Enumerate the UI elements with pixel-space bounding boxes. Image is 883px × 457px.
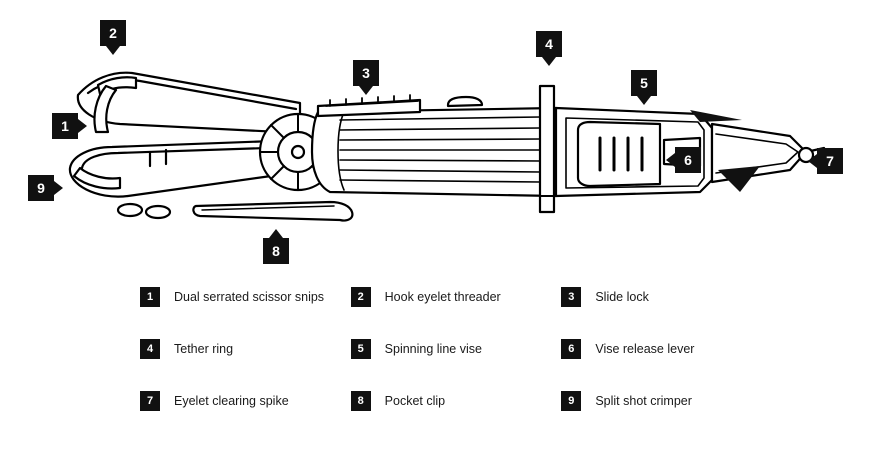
callout-number-3: 3 <box>362 65 370 81</box>
legend-label-3: Slide lock <box>595 290 649 304</box>
legend-badge-8: 8 <box>351 391 371 411</box>
callout-badge-3[interactable] <box>353 60 379 86</box>
top-latch-button <box>448 97 482 106</box>
legend-label-1: Dual serrated scissor snips <box>174 290 325 304</box>
callout-arrow-1 <box>78 119 87 133</box>
callout-number-4: 4 <box>545 36 553 52</box>
callout-number-5: 5 <box>640 75 648 91</box>
legend-item-8 <box>351 386 550 416</box>
legend-item-3 <box>561 282 760 312</box>
callout-arrow-6 <box>666 153 675 167</box>
legend-badge-6: 6 <box>561 339 581 359</box>
legend-label-9: Split shot crimper <box>595 394 692 408</box>
pivot-center <box>292 146 304 158</box>
legend-item-9 <box>561 386 760 416</box>
legend-label-4: Tether ring <box>174 342 234 356</box>
callout-badge-1[interactable] <box>52 113 78 139</box>
legend-item-1 <box>140 282 339 312</box>
callout-number-8: 8 <box>272 243 280 259</box>
callout-badge-2[interactable] <box>100 20 126 46</box>
callout-badge-4[interactable] <box>536 31 562 57</box>
callout-arrow-2 <box>106 46 120 55</box>
crimper-pad-2 <box>146 206 170 218</box>
callout-badge-5[interactable] <box>631 70 657 96</box>
callout-number-9: 9 <box>37 180 45 196</box>
legend-item-2 <box>351 282 550 312</box>
legend-label-2: Hook eyelet threader <box>384 290 501 304</box>
callout-arrow-7 <box>808 154 817 168</box>
legend-item-6 <box>561 334 760 364</box>
callout-arrow-5 <box>637 96 651 105</box>
main-handle-body <box>312 108 556 196</box>
legend-badge-7: 7 <box>140 391 160 411</box>
callout-number-6: 6 <box>684 152 692 168</box>
legend-badge-3: 3 <box>561 287 581 307</box>
legend-item-5 <box>351 334 550 364</box>
legend <box>140 282 760 416</box>
callout-badge-9[interactable] <box>28 175 54 201</box>
callout-badge-7[interactable] <box>817 148 843 174</box>
legend-label-6: Vise release lever <box>595 342 695 356</box>
legend-label-5: Spinning line vise <box>384 342 482 356</box>
legend-item-7 <box>140 386 339 416</box>
legend-badge-2: 2 <box>351 287 371 307</box>
callout-badge-8[interactable] <box>263 238 289 264</box>
callout-number-1: 1 <box>61 118 69 134</box>
crimper-pad-1 <box>118 204 142 216</box>
callout-arrow-3 <box>359 86 373 95</box>
vise-window <box>578 122 660 186</box>
pocket-clip <box>193 202 352 221</box>
legend-item-4 <box>140 334 339 364</box>
callout-number-7: 7 <box>826 153 834 169</box>
legend-label-8: Pocket clip <box>384 394 446 408</box>
tether-ring-post <box>540 86 554 212</box>
legend-badge-4: 4 <box>140 339 160 359</box>
callout-arrow-9 <box>54 181 63 195</box>
legend-badge-1: 1 <box>140 287 160 307</box>
legend-badge-5: 5 <box>351 339 371 359</box>
callout-badge-6[interactable] <box>675 147 701 173</box>
callout-arrow-8 <box>269 229 283 238</box>
callout-arrow-4 <box>542 57 556 66</box>
callout-number-2: 2 <box>109 25 117 41</box>
legend-badge-9: 9 <box>561 391 581 411</box>
legend-label-7: Eyelet clearing spike <box>174 394 289 408</box>
